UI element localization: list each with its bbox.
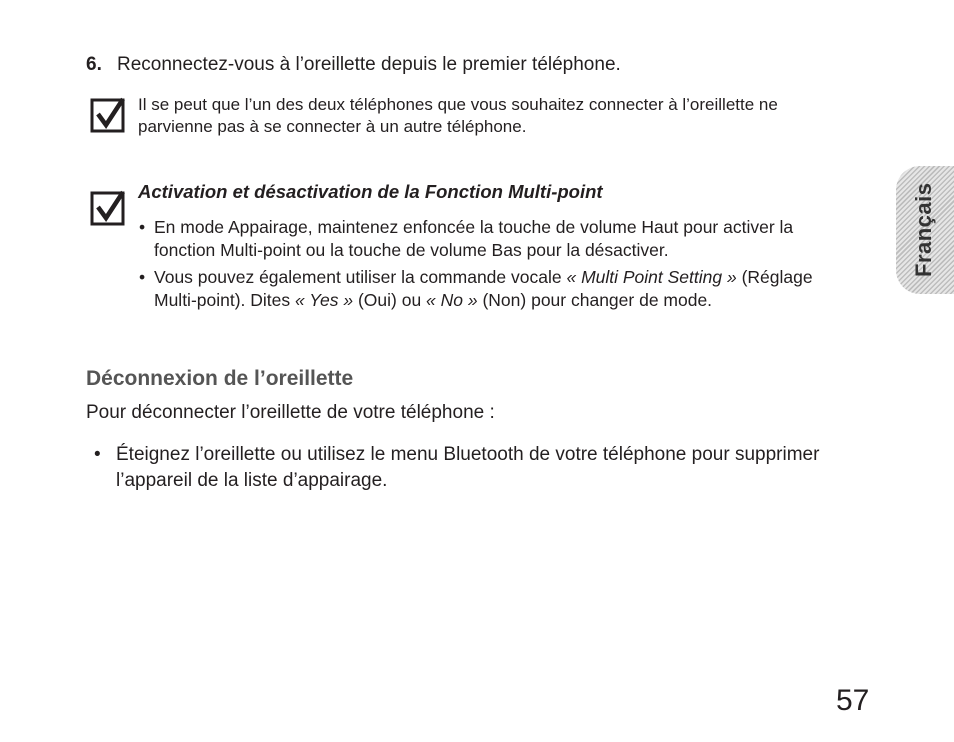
- voice-command-yes: « Yes »: [295, 290, 354, 310]
- list-item: [138, 216, 858, 262]
- bullet-text-part: (Réglage Multi-point). Dites: [154, 267, 813, 310]
- page-number: 57: [836, 684, 870, 717]
- bullet-symbol: •: [94, 444, 101, 465]
- list-item: [138, 266, 858, 312]
- bullet-symbol: •: [139, 217, 146, 237]
- bullet-text-part: Vous pouvez également utiliser la commande vocale: [154, 267, 567, 287]
- language-tab: [896, 166, 954, 294]
- voice-command-no: « No »: [426, 290, 478, 310]
- step-text: Reconnectez-vous à l’oreillette depuis le premier téléphone.: [117, 54, 621, 75]
- bullet-text: Éteignez l’oreillette ou utilisez le menu Bluetooth de votre téléphone pour supprimer l’appareil de la liste d’appairage.: [116, 444, 820, 491]
- note-title: Activation et désactivation de la Fonction Multi-point: [138, 181, 603, 202]
- bullet-text-part: (Oui) ou: [353, 290, 427, 310]
- step-6: [86, 54, 621, 76]
- step-number: 6.: [86, 54, 102, 75]
- checkbox-check-icon: [90, 190, 126, 226]
- note-bullet-list: [138, 216, 858, 316]
- language-label: Français: [911, 182, 936, 278]
- checkbox-check-icon: [90, 97, 126, 133]
- bullet-text: En mode Appairage, maintenez enfoncée la touche de volume Haut pour activer la fonction Multi-point ou la touche de volume Bas pour la désactiver.: [154, 217, 794, 260]
- note-text: Il se peut que l’un des deux téléphones que vous souhaitez connecter à l’oreillette ne parvienne pas à se connecter à un autre téléphone.: [138, 95, 778, 136]
- bullet-text-part: (Non) pour changer de mode.: [477, 290, 713, 310]
- voice-command-multi-point: « Multi Point Setting »: [566, 267, 737, 287]
- section-title: Déconnexion de l’oreillette: [86, 367, 354, 390]
- section-intro: Pour déconnecter l’oreillette de votre téléphone :: [86, 402, 495, 423]
- bullet-symbol: •: [139, 267, 146, 287]
